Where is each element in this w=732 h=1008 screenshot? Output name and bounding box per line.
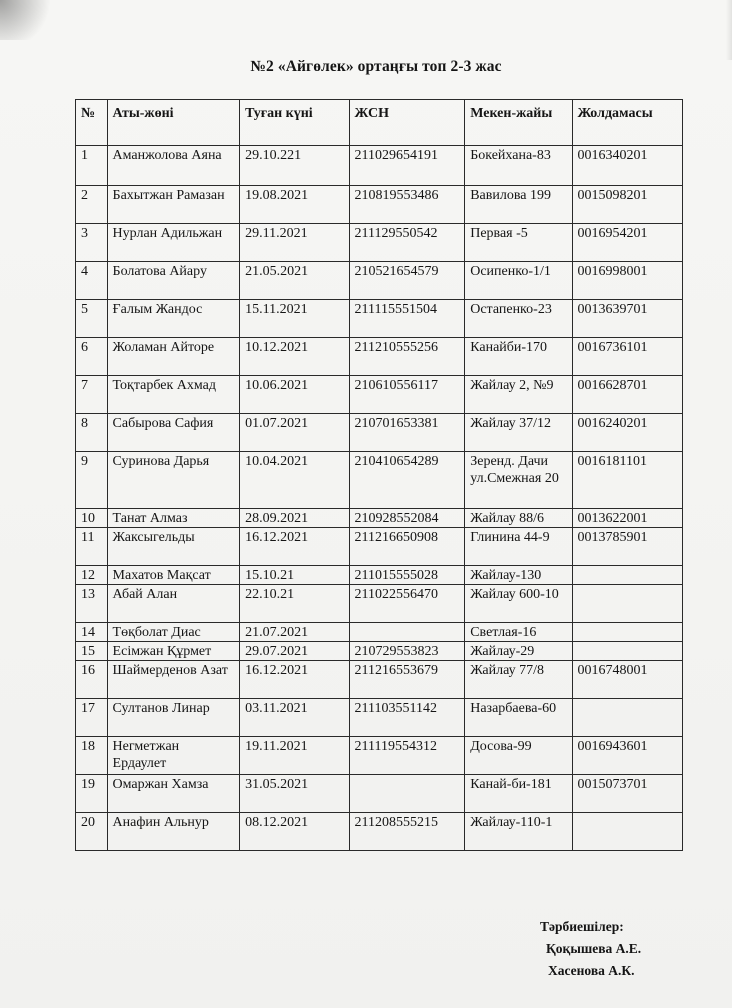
cell-number: 15 [76, 642, 108, 661]
table-row [76, 376, 683, 414]
table-row [76, 414, 683, 452]
signature-name-1: Қоқышева А.Е. [546, 941, 642, 956]
table-row [76, 623, 683, 642]
cell-referral: 0016748001 [572, 661, 682, 699]
table-row [76, 737, 683, 775]
cell-referral: 0016943601 [572, 737, 682, 775]
cell-number: 12 [76, 566, 108, 585]
cell-name: Шаймерденов Азат [107, 661, 240, 699]
column-header-number: № [76, 100, 108, 146]
cell-iin: 210819553486 [349, 186, 465, 224]
children-roster-table [75, 99, 683, 851]
page-title: №2 «Айгөлек» ортаңғы топ 2-3 жас [250, 58, 502, 75]
table-row [76, 224, 683, 262]
cell-birthdate: 10.04.2021 [240, 452, 349, 509]
cell-iin: 210410654289 [349, 452, 465, 509]
cell-address: Первая -5 [465, 224, 572, 262]
cell-name: Ғалым Жандос [107, 300, 240, 338]
cell-name: Анафин Альнур [107, 813, 240, 851]
cell-referral: 0015098201 [572, 186, 682, 224]
scan-edge [726, 0, 732, 60]
cell-iin: 211129550542 [349, 224, 465, 262]
cell-birthdate: 19.08.2021 [240, 186, 349, 224]
cell-number: 1 [76, 146, 108, 186]
cell-birthdate: 31.05.2021 [240, 775, 349, 813]
cell-birthdate: 22.10.21 [240, 585, 349, 623]
cell-address: Канайби-170 [465, 338, 572, 376]
cell-name: Негметжан Ердаулет [107, 737, 240, 775]
cell-address: Бокейхана-83 [465, 146, 572, 186]
cell-address: Канай-би-181 [465, 775, 572, 813]
table-row [76, 509, 683, 528]
cell-iin: 211210555256 [349, 338, 465, 376]
cell-referral [572, 566, 682, 585]
cell-number: 20 [76, 813, 108, 851]
cell-birthdate: 08.12.2021 [240, 813, 349, 851]
table-row [76, 452, 683, 509]
cell-address: Вавилова 199 [465, 186, 572, 224]
cell-birthdate: 01.07.2021 [240, 414, 349, 452]
cell-referral [572, 699, 682, 737]
cell-referral: 0016181101 [572, 452, 682, 509]
table-row [76, 146, 683, 186]
cell-name: Есімжан Құрмет [107, 642, 240, 661]
cell-iin: 211103551142 [349, 699, 465, 737]
cell-iin: 211115551504 [349, 300, 465, 338]
cell-iin: 211208555215 [349, 813, 465, 851]
cell-address: Жайлау-130 [465, 566, 572, 585]
cell-number: 8 [76, 414, 108, 452]
cell-birthdate: 29.07.2021 [240, 642, 349, 661]
cell-iin [349, 623, 465, 642]
cell-birthdate: 21.05.2021 [240, 262, 349, 300]
cell-number: 6 [76, 338, 108, 376]
cell-name: Бахытжан Рамазан [107, 186, 240, 224]
cell-birthdate: 16.12.2021 [240, 528, 349, 566]
cell-referral: 0013785901 [572, 528, 682, 566]
cell-iin: 210729553823 [349, 642, 465, 661]
cell-number: 5 [76, 300, 108, 338]
cell-birthdate: 15.10.21 [240, 566, 349, 585]
cell-birthdate: 10.12.2021 [240, 338, 349, 376]
cell-address: Жайлау 88/6 [465, 509, 572, 528]
cell-address: Жайлау-110-1 [465, 813, 572, 851]
cell-address: Зеренд. Дачи ул.Смежная 20 [465, 452, 572, 509]
cell-iin: 211015555028 [349, 566, 465, 585]
signature-name-2: Хасенова А.К. [548, 963, 635, 978]
cell-referral [572, 642, 682, 661]
cell-address: Остапенко-23 [465, 300, 572, 338]
cell-birthdate: 29.10.221 [240, 146, 349, 186]
cell-address: Жайлау 2, №9 [465, 376, 572, 414]
cell-referral: 0016628701 [572, 376, 682, 414]
cell-address: Глинина 44-9 [465, 528, 572, 566]
column-header-birthdate: Туған күні [240, 100, 349, 146]
cell-address: Досова-99 [465, 737, 572, 775]
cell-name: Абай Алан [107, 585, 240, 623]
cell-iin: 210521654579 [349, 262, 465, 300]
cell-birthdate: 03.11.2021 [240, 699, 349, 737]
cell-name: Жаксыгельды [107, 528, 240, 566]
cell-iin: 210928552084 [349, 509, 465, 528]
cell-address: Осипенко-1/1 [465, 262, 572, 300]
cell-referral: 0016340201 [572, 146, 682, 186]
cell-number: 10 [76, 509, 108, 528]
cell-number: 19 [76, 775, 108, 813]
signature-label: Тәрбиешілер: [540, 919, 624, 934]
scan-shadow [0, 0, 60, 40]
cell-name: Суринова Дарья [107, 452, 240, 509]
cell-iin: 210701653381 [349, 414, 465, 452]
cell-address: Жайлау 600-10 [465, 585, 572, 623]
table-header-row [76, 100, 683, 146]
cell-iin [349, 775, 465, 813]
table-row [76, 813, 683, 851]
cell-iin: 211029654191 [349, 146, 465, 186]
cell-iin: 211216650908 [349, 528, 465, 566]
cell-name: Сабырова Сафия [107, 414, 240, 452]
table-row [76, 566, 683, 585]
cell-address: Светлая-16 [465, 623, 572, 642]
cell-referral [572, 813, 682, 851]
cell-referral: 0016954201 [572, 224, 682, 262]
cell-number: 11 [76, 528, 108, 566]
table-row [76, 661, 683, 699]
cell-number: 16 [76, 661, 108, 699]
table-row [76, 585, 683, 623]
table-row [76, 186, 683, 224]
cell-address: Жайлау 77/8 [465, 661, 572, 699]
cell-name: Нурлан Адильжан [107, 224, 240, 262]
table-row [76, 642, 683, 661]
cell-name: Төқболат Диас [107, 623, 240, 642]
cell-name: Тоқтарбек Ахмад [107, 376, 240, 414]
table-row [76, 775, 683, 813]
cell-number: 4 [76, 262, 108, 300]
cell-number: 13 [76, 585, 108, 623]
cell-birthdate: 21.07.2021 [240, 623, 349, 642]
column-header-iin: ЖСН [349, 100, 465, 146]
column-header-name: Аты-жөні [107, 100, 240, 146]
cell-address: Назарбаева-60 [465, 699, 572, 737]
cell-name: Болатова Айару [107, 262, 240, 300]
cell-referral [572, 623, 682, 642]
cell-iin: 210610556117 [349, 376, 465, 414]
cell-name: Жоламан Айторе [107, 338, 240, 376]
cell-number: 2 [76, 186, 108, 224]
cell-number: 17 [76, 699, 108, 737]
table-row [76, 699, 683, 737]
cell-birthdate: 19.11.2021 [240, 737, 349, 775]
cell-referral: 0015073701 [572, 775, 682, 813]
table-row [76, 338, 683, 376]
cell-address: Жайлау-29 [465, 642, 572, 661]
cell-birthdate: 10.06.2021 [240, 376, 349, 414]
cell-birthdate: 15.11.2021 [240, 300, 349, 338]
cell-number: 3 [76, 224, 108, 262]
cell-birthdate: 28.09.2021 [240, 509, 349, 528]
cell-number: 7 [76, 376, 108, 414]
cell-name: Махатов Мақсат [107, 566, 240, 585]
cell-number: 9 [76, 452, 108, 509]
cell-name: Аманжолова Аяна [107, 146, 240, 186]
cell-number: 14 [76, 623, 108, 642]
cell-referral: 0016998001 [572, 262, 682, 300]
table-row [76, 300, 683, 338]
cell-referral: 0016240201 [572, 414, 682, 452]
cell-name: Султанов Линар [107, 699, 240, 737]
cell-birthdate: 16.12.2021 [240, 661, 349, 699]
cell-referral: 0013622001 [572, 509, 682, 528]
table-row [76, 528, 683, 566]
cell-referral [572, 585, 682, 623]
table-body [76, 146, 683, 851]
cell-address: Жайлау 37/12 [465, 414, 572, 452]
cell-referral: 0013639701 [572, 300, 682, 338]
signature-block [540, 916, 641, 982]
cell-birthdate: 29.11.2021 [240, 224, 349, 262]
cell-iin: 211022556470 [349, 585, 465, 623]
cell-iin: 211216553679 [349, 661, 465, 699]
column-header-referral: Жолдамасы [572, 100, 682, 146]
cell-referral: 0016736101 [572, 338, 682, 376]
cell-name: Омаржан Хамза [107, 775, 240, 813]
cell-iin: 211119554312 [349, 737, 465, 775]
table-row [76, 262, 683, 300]
column-header-address: Мекен-жайы [465, 100, 572, 146]
cell-number: 18 [76, 737, 108, 775]
cell-name: Танат Алмаз [107, 509, 240, 528]
